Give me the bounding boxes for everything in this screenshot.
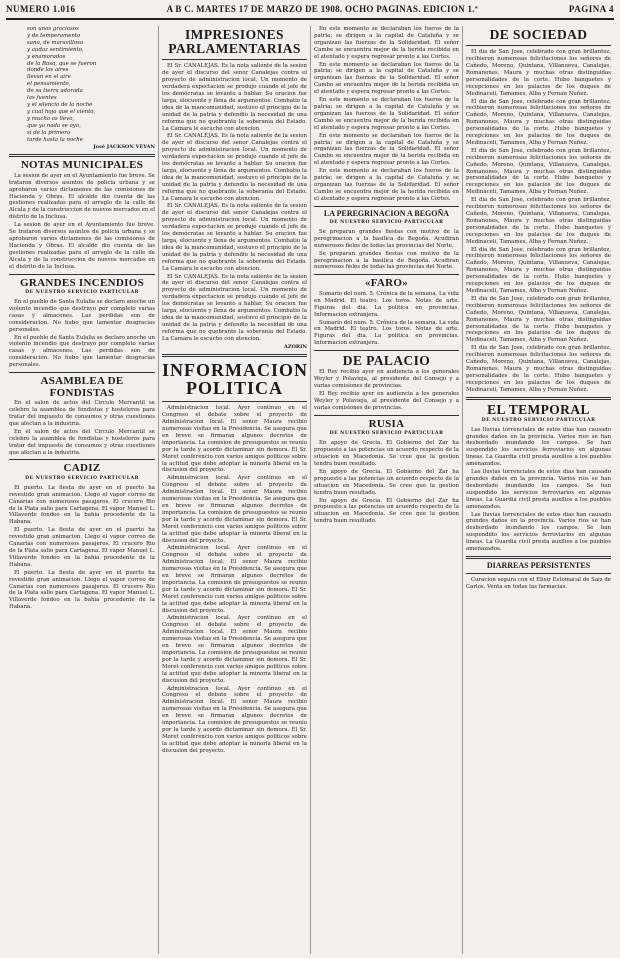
poem-line: y cual hoja que el viento, [27, 108, 96, 115]
sociedad-body-cont6: El dia de San Jose, celebrado con gran brillantez, recibieron numerosas felicitaciones los señores de Cañedo, Moreno, Quintana, Villanueva, Canalejas, Romanones, Maura y muchas otras distinguidas personalidades de la corte. Hubo banquetes y recepciones en los palacios de los duques de Medinaceli, Tamames, Alba y Fernan Nuñez. [466, 345, 611, 393]
asamblea-heading: ASAMBLEA DE FONDISTAS [40, 375, 124, 399]
poem-line: que ya nada se oyo, [27, 122, 81, 129]
divider [314, 415, 459, 416]
divider [9, 459, 155, 460]
divider [314, 206, 459, 207]
poem-line: las fuentes [27, 95, 57, 102]
notas-body: La sesion de ayer en el Ayuntamiento fue breve. Se trataron diversos asuntos de policia urbana y se aprobaron varios dictamenes de las comisiones de Hacienda y Obras. El alcalde dio cuenta de las gestiones realizadas para el arreglo de la calle de Alcala y de la construccion de nuevos mercados en el distrito de la Inclusa. [9, 172, 156, 221]
rusia-body-cont: En apoyo de Grecia. El Gobierno del Zar ha propuesto a las potencias un acuerdo respecto de la situacion en Macedonia. Se cree que la gestion tendra buen resultado. [314, 468, 459, 496]
divider [466, 573, 611, 574]
intro-body-cont4: En este momento se declaraban los fueros de la patria; se dirigen a la capital de Cataluña y se organizan las fuerzas de la Solidaridad. El señor Cambo se encuentra mejor de la herida recibida en el atentado y espera regresar pronto a las Cortes. [314, 168, 459, 202]
divider [162, 401, 307, 402]
notas-body-cont: La sesion de ayer en el Ayuntamiento fue breve. Se trataron diversos asuntos de policia urbana y se aprobaron varios dictamenes de las comisiones de Hacienda y Obras. El alcalde dio cuenta de las gestiones realizadas para el arreglo de la calle de Alcala y de la construccion de nuevos mercados en el distrito de la Inclusa. [9, 222, 155, 270]
dateline: A B C. MARTES 17 DE MARZO DE 1908. OCHO PAGINAS. EDICION 1.ª [166, 4, 478, 14]
poem-line: sano, de maravilloso [27, 39, 84, 46]
divider [466, 556, 611, 559]
asamblea-body-cont: En el salon de actos del Circulo Mercantil se celebro la asamblea de fondistas y hosteleros para tratar del impuesto de consumos y otras cuestiones que afectan a la industria. [9, 428, 155, 456]
notas-heading: NOTAS MUNICIPALES [20, 159, 144, 172]
temporal-subheading: DE NUESTRO SERVICIO PARTICULAR [481, 417, 596, 423]
columns [6, 26, 614, 954]
sociedad-body-cont5: El dia de San Jose, celebrado con gran brillantez, recibieron numerosas felicitaciones los señores de Cañedo, Moreno, Quintana, Villanueva, Canalejas, Romanones, Maura y muchas otras distinguidas personalidades de la corte. Hubo banquetes y recepciones en los palacios de los duques de Medinaceli, Tamames, Alba y Fernan Nuñez. [466, 295, 611, 344]
impresiones-signature: AZORIN [284, 343, 307, 350]
peregrinacion-body: Se preparan grandes fiestas con motivo de la peregrinacion a la basilica de Begoña. Acudiran numerosos fieles de todas las provincias del Norte. [314, 228, 459, 249]
poem-line: donde los aires [27, 67, 69, 74]
palacio-body-cont: El Rey recibio ayer en audiencia a los generales Weyler y Polavieja, al presidente del Consejo y a varias comisiones de provincias. [314, 391, 459, 411]
poem-line: de su tierra adorada [27, 88, 83, 95]
palacio-body: El Rey recibio ayer en audiencia a los generales Weyler y Polavieja, al presidente del Consejo y a varias comisiones de provincias. [314, 369, 459, 390]
divider [314, 274, 459, 275]
sociedad-body-cont3: El dia de San Jose, celebrado con gran brillantez, recibieron numerosas felicitaciones los señores de Cañedo, Moreno, Quintana, Villanueva, Canalejas, Romanones, Maura y muchas otras distinguidas personalidades de la corte. Hubo banquetes y recepciones en los palacios de los duques de Medinaceli, Tamames, Alba y Fernan Nuñez. [466, 197, 611, 245]
palacio-heading: DE PALACIO [342, 353, 431, 369]
informacion-body: Administracion local. Ayer continuo en el Congreso el debate sobre el proyecto de Administracion local. El senor Maura recibio numerosas visitas en la Presidencia. Se asegura que en breve se firmaran algunos decretos de importancia. La comision de presupuestos se reunio por la tarde y acordo dictaminar sin demora. El Sr. Moret conferencio con varios amigos politicos sobre la actitud que debe adoptar la minoria liberal en la discusion del proyecto. [162, 405, 307, 474]
poem-line: el pensamiento, [27, 81, 71, 88]
issue-number: NUMERO 1.016 [6, 4, 76, 14]
rusia-body: En apoyo de Grecia. El Gobierno del Zar ha propuesto a las potencias un acuerdo respecto de la situacion en Macedonia. Se cree que la gestion tendra buen resultado. [314, 440, 459, 467]
sociedad-heading: DE SOCIEDAD [489, 27, 588, 42]
cadiz-heading: CADIZ [63, 462, 101, 475]
divider [9, 154, 155, 157]
poem-signature: José JACKSON VEYAN [93, 144, 155, 151]
poem-line: y enamorados [27, 53, 66, 60]
poem-line: de la Rosa, que se fueron [27, 60, 97, 67]
divider [162, 354, 307, 357]
cadiz-body: El puerto. La fiesta de ayer en el puerto ha revestido gran animacion. Llego el vapor correo de Canarias con numerosos pasajeros. El crucero Rio de la Plata salio para Cartagena. El vapor Manuel L. Villaverde fondeo en la bahia procedente de la Habana. [9, 484, 155, 526]
impresiones-heading: IMPRESIONES PARLAMENTARIAS [168, 27, 301, 57]
diarreas-body: Curacion segura con el Elixir Estomacal de Saiz de Carlos. Venta en todas las farmacias. [466, 577, 611, 591]
incendios-body: En el pueblo de Santa Eulalia se declaro anoche un violento incendio que destruyo por completo varias casas y almacenes. Las perdidas son de consideracion. No hubo que lamentar desgracias personales. [9, 299, 155, 333]
poem-line: y de temperamento [27, 32, 81, 39]
divider [162, 59, 307, 60]
informacion-heading: INFORMACION POLITICA [162, 359, 308, 399]
page-number: PAGINA 4 [568, 4, 614, 14]
sociedad-body-cont2: El dia de San Jose, celebrado con gran brillantez, recibieron numerosas felicitaciones los señores de Cañedo, Moreno, Quintana, Villanueva, Canalejas, Romanones, Maura y muchas otras distinguidas personalidades de la corte. Hubo banquetes y recepciones en los palacios de los duques de Medinaceli, Tamames, Alba y Fernan Nuñez. [466, 147, 611, 196]
informacion-body-cont2: Administracion local. Ayer continuo en el Congreso el debate sobre el proyecto de Administracion local. El senor Maura recibio numerosas visitas en la Presidencia. Se asegura que en breve se firmaran algunos decretos de importancia. La comision de presupuestos se reunio por la tarde y acordo dictaminar sin demora. El Sr. Moret conferencio con varios amigos politicos sobre la actitud que debe adoptar la minoria liberal en la discusion del proyecto. [162, 545, 307, 614]
rusia-subheading: DE NUESTRO SERVICIO PARTICULAR [329, 431, 444, 437]
poem-line: si de la primera [27, 129, 71, 136]
diarreas-heading: DIARREAS PERSISTENTES [486, 560, 591, 570]
masthead [6, 4, 614, 20]
poem-line: tarde hasta la noche [27, 136, 83, 143]
intro-body-cont3: En este momento se declaraban los fueros de la patria; se dirigen a la capital de Cataluña y se organizan las fuerzas de la Solidaridad. El señor Cambo se encuentra mejor de la herida recibida en el atentado y espera regresar pronto a las Cortes. [314, 132, 459, 167]
incendios-heading: GRANDES INCENDIOS [20, 276, 144, 289]
intro-body-cont2: En este momento se declaraban los fueros de la patria; se dirigen a la capital de Cataluña y se organizan las fuerzas de la Solidaridad. El señor Cambo se encuentra mejor de la herida recibida en el atentado y espera regresar pronto a las Cortes. [314, 97, 459, 131]
divider [466, 45, 611, 46]
sociedad-body-cont4: El dia de San Jose, celebrado con gran brillantez, recibieron numerosas felicitaciones los señores de Cañedo, Moreno, Quintana, Villanueva, Canalejas, Romanones, Maura y muchas otras distinguidas personalidades de la corte. Hubo banquetes y recepciones en los palacios de los duques de Medinaceli, Tamames, Alba y Fernan Nuñez. [466, 246, 611, 294]
impresiones-body-cont3: El Sr. CANALEJAS. Es la nota saliente de la sesion de ayer el discurso del senor Canalejas contra el proyecto de administracion local. Un momento de verdadera expectacion se produjo cuando el jefe de los demócratas se levanto a hablar. Su oracion fue larga, elocuente y llena de argumentos. Combatio la idea de la mancomunidad, sostuvo el principio de la unidad de la patria y defendio la necesidad de una reforma que no quebrante la soberania del Estado. La Camara le escucho con atencion. [162, 273, 307, 342]
temporal-body: Las lluvias torrenciales de estos dias han causado grandes daños en la provincia. Varios rios se han desbordado inundando los campos. Se han suspendido los servicios ferroviarios en algunas lineas. La Guardia civil presta auxilios a los pueblos amenazados. [466, 426, 611, 468]
cadiz-body-cont2: El puerto. La fiesta de ayer en el puerto ha revestido gran animacion. Llego el vapor correo de Canarias con numerosos pasajeros. El crucero Rio de la Plata salio para Cartagena. El vapor Manuel L. Villaverde fondeo en la bahia procedente de la Habana. [9, 569, 155, 611]
poem-line: y el silencio de la noche [27, 101, 93, 108]
column-1 [6, 26, 158, 954]
faro-body: Sumario del num. 5. Crónica de la semana. La vida en Madrid. El teatro. Los toros. Notas de arte. Figuras del dia. La politica en provincias. Informacion extranjera. [314, 290, 459, 318]
intro-body-cont: En este momento se declaraban los fueros de la patria; se dirigen a la capital de Cataluña y se organizan las fuerzas de la Solidaridad. El señor Cambo se encuentra mejor de la herida recibida en el atentado y espera regresar pronto a las Cortes. [314, 61, 459, 96]
poem-line: llevan en el aire [27, 74, 71, 81]
column-3 [310, 26, 462, 954]
rusia-body-cont2: En apoyo de Grecia. El Gobierno del Zar ha propuesto a las potencias un acuerdo respecto de la situacion en Macedonia. Se cree que la gestion tendra buen resultado. [314, 497, 459, 525]
divider [9, 274, 155, 275]
divider [314, 350, 459, 351]
impresiones-body: El Sr. CANALEJAS. Es la nota saliente de la sesion de ayer el discurso del senor Canalejas contra el proyecto de administracion local. Un momento de verdadera expectacion se produjo cuando el jefe de los demócratas se levanto a hablar. Su oracion fue larga, elocuente y llena de argumentos. Combatio la idea de la mancomunidad, sostuvo el principio de la unidad de la patria y defendio la necesidad de una reforma que no quebrante la soberania del Estado. La Camara le escucho con atencion. [162, 63, 307, 132]
temporal-body-cont2: Las lluvias torrenciales de estos dias han causado grandes daños en la provincia. Varios rios se han desbordado inundando los campos. Se han suspendido los servicios ferroviarios en algunas lineas. La Guardia civil presta auxilios a los pueblos amenazados. [466, 511, 611, 553]
peregrinacion-subheading: DE NUESTRO SERVICIO PARTICULAR [329, 220, 444, 226]
informacion-body-cont: Administracion local. Ayer continuo en el Congreso el debate sobre el proyecto de Administracion local. El senor Maura recibio numerosas visitas en la Presidencia. Se asegura que en breve se firmaran algunos decretos de importancia. La comision de presupuestos se reunio por la tarde y acordo dictaminar sin demora. El Sr. Moret conferencio con varios amigos politicos sobre la actitud que debe adoptar la minoria liberal en la discusion del proyecto. [162, 475, 307, 544]
poem-line: y mucho os llevo, [27, 115, 75, 122]
informacion-body-cont4: Administracion local. Ayer continuo en el Congreso el debate sobre el proyecto de Administracion local. El senor Maura recibio numerosas visitas en la Presidencia. Se asegura que en breve se firmaran algunos decretos de importancia. La comision de presupuestos se reunio por la tarde y acordo dictaminar sin demora. El Sr. Moret conferencio con varios amigos politicos sobre la actitud que debe adoptar la minoria liberal en la discusion del proyecto. [162, 685, 307, 754]
sociedad-body: El dia de San Jose, celebrado con gran brillantez, recibieron numerosas felicitaciones los señores de Cañedo, Moreno, Quintana, Villanueva, Canalejas, Romanones, Maura y muchas otras distinguidas personalidades de la corte. Hubo banquetes y recepciones en los palacios de los duques de Medinaceli, Tamames, Alba y Fernan Nuñez. [466, 49, 611, 97]
divider [466, 397, 611, 400]
temporal-heading: EL TEMPORAL [487, 401, 590, 417]
rusia-heading: RUSIA [368, 417, 405, 430]
informacion-body-cont3: Administracion local. Ayer continuo en el Congreso el debate sobre el proyecto de Administracion local. El senor Maura recibio numerosas visitas en la Presidencia. Se asegura que en breve se firmaran algunos decretos de importancia. La comision de presupuestos se reunio por la tarde y acordo dictaminar sin demora. El Sr. Moret conferencio con varios amigos politicos sobre la actitud que debe adoptar la minoria liberal en la discusion del proyecto. [162, 615, 307, 684]
poem-line: y audaz sentimiento, [27, 46, 84, 53]
poem-line: son unos graciosos [27, 26, 79, 32]
column-4 [462, 26, 614, 954]
column-2 [158, 26, 310, 954]
intro-body: En este momento se declaraban los fueros de la patria; se dirigen a la capital de Cataluña y se organizan las fuerzas de la Solidaridad. El señor Cambo se encuentra mejor de la herida recibida en el atentado y espera regresar pronto a las Cortes. [314, 26, 459, 60]
peregrinacion-heading: LA PEREGRINACION A BEGOÑA [323, 208, 450, 218]
incendios-body-cont: En el pueblo de Santa Eulalia se declaro anoche un violento incendio que destruyo por completo varias casas y almacenes. Las perdidas son de consideracion. No hubo que lamentar desgracias personales. [9, 334, 155, 369]
poem [9, 26, 155, 143]
impresiones-body-cont: El Sr. CANALEJAS. Es la nota saliente de la sesion de ayer el discurso del senor Canalejas contra el proyecto de administracion local. Un momento de verdadera expectacion se produjo cuando el jefe de los demócratas se levanto a hablar. Su oracion fue larga, elocuente y llena de argumentos. Combatio la idea de la mancomunidad, sostuvo el principio de la unidad de la patria y defendio la necesidad de una reforma que no quebrante la soberania del Estado. La Camara le escucho con atencion. [162, 133, 307, 202]
faro-heading: «FARO» [364, 277, 409, 290]
cadiz-body-cont: El puerto. La fiesta de ayer en el puerto ha revestido gran animacion. Llego el vapor correo de Canarias con numerosos pasajeros. El crucero Rio de la Plata salio para Cartagena. El vapor Manuel L. Villaverde fondeo en la bahia procedente de la Habana. [9, 527, 155, 568]
faro-body-cont: Sumario del num. 5. Crónica de la semana. La vida en Madrid. El teatro. Los toros. Notas de arte. Figuras del dia. La politica en provincias. Informacion extranjera. [314, 319, 459, 347]
divider [9, 372, 155, 373]
cadiz-subheading: DE NUESTRO SERVICIO PARTICULAR [25, 475, 139, 481]
incendios-subheading: DE NUESTRO SERVICIO PARTICULAR [25, 290, 139, 296]
impresiones-body-cont2: El Sr. CANALEJAS. Es la nota saliente de la sesion de ayer el discurso del senor Canalejas contra el proyecto de administracion local. Un momento de verdadera expectacion se produjo cuando el jefe de los demócratas se levanto a hablar. Su oracion fue larga, elocuente y llena de argumentos. Combatio la idea de la mancomunidad, sostuvo el principio de la unidad de la patria y defendio la necesidad de una reforma que no quebrante la soberania del Estado. La Camara le escucho con atencion. [162, 203, 307, 272]
sociedad-body-cont: El dia de San Jose, celebrado con gran brillantez, recibieron numerosas felicitaciones los señores de Cañedo, Moreno, Quintana, Villanueva, Canalejas, Romanones, Maura y muchas otras distinguidas personalidades de la corte. Hubo banquetes y recepciones en los palacios de los duques de Medinaceli, Tamames, Alba y Fernan Nuñez. [466, 98, 611, 146]
asamblea-body: En el salon de actos del Circulo Mercantil se celebro la asamblea de fondistas y hosteleros para tratar del impuesto de consumos y otras cuestiones que afectan a la industria. [9, 400, 155, 427]
temporal-body-cont: Las lluvias torrenciales de estos dias han causado grandes daños en la provincia. Varios rios se han desbordado inundando los campos. Se han suspendido los servicios ferroviarios en algunas lineas. La Guardia civil presta auxilios a los pueblos amenazados. [466, 469, 611, 510]
peregrinacion-body-cont: Se preparan grandes fiestas con motivo de la peregrinacion a la basilica de Begoña. Acudiran numerosos fieles de todas las provincias del Norte. [314, 250, 459, 271]
